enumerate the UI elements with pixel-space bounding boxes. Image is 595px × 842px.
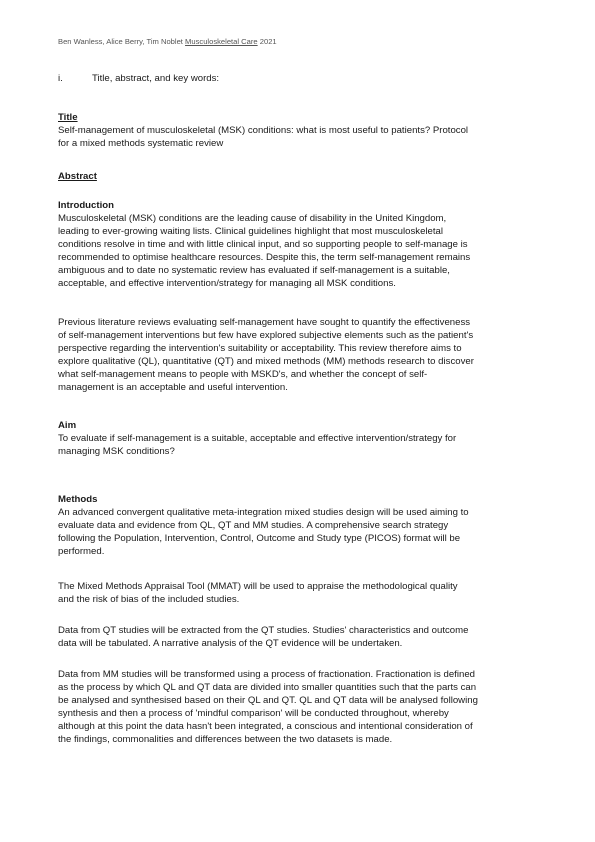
paragraph-line: acceptable, and effective intervention/strategy for managing all MSK conditions. (58, 278, 396, 289)
paragraph-line: performed. (58, 546, 105, 557)
paragraph-line: explore qualitative (QL), quantitative (QT) and mixed methods (MM) methods research to discover (58, 356, 474, 367)
paragraph-line: managing MSK conditions? (58, 446, 175, 457)
paragraph-line: as the process by which QL and QT data are divided into smaller quantities such that the parts can (58, 682, 477, 693)
section-title: Title, abstract, and key words: (92, 73, 220, 84)
paragraph-line: management is an acceptable and useful intervention. (58, 382, 288, 393)
paragraph-line: To evaluate if self-management is a suitable, acceptable and effective intervention/strategy for (58, 433, 457, 444)
paragraph-line: Data from QT studies will be extracted from the QT studies. Studies' characteristics and outcome (58, 625, 469, 636)
paragraph-line: of self-management interventions but few have explored subjective elements such as the patient's (58, 330, 474, 341)
aim-section (58, 419, 538, 458)
paragraph-line: following the Population, Intervention, Control, Outcome and Study type (PICOS) format will be (58, 533, 461, 544)
title-heading: Title (58, 112, 78, 123)
paragraph-line: Previous literature reviews evaluating self-management have sought to quantify the effectiveness (58, 317, 471, 328)
section-number: i. (58, 73, 63, 84)
paragraph-line: An advanced convergent qualitative meta-integration mixed studies design will be used aiming to (58, 507, 469, 518)
paragraph-line: the findings, commonalities and differences between the two datasets is made. (58, 734, 393, 745)
paragraph-line: perspective regarding the intervention's suitability or acceptability. This review therefore aims to (58, 343, 462, 354)
section-heading-i (58, 73, 219, 84)
paragraph-line: Musculoskeletal (MSK) conditions are the leading cause of disability in the United Kingdom, (58, 213, 447, 224)
title-line: for a mixed methods systematic review (58, 138, 224, 149)
methods-paragraph-4 (58, 668, 538, 746)
paragraph-line: leading to ever-growing waiting lists. Clinical guidelines highlight that most musculoskeletal (58, 226, 444, 237)
paragraph-line: what self-management means to people with MSKD's, and whether the concept of self- (58, 369, 428, 380)
methods-paragraph-2 (58, 580, 538, 606)
methods-heading: Methods (58, 494, 98, 505)
paragraph-line: recommended to optimise healthcare resources. Despite this, the term self-management remains (58, 252, 471, 263)
running-header (58, 37, 277, 46)
header-authors: Ben Wanless, Alice Berry, Tim Noblet (58, 37, 183, 46)
methods-section (58, 493, 538, 558)
paragraph-line: data will be tabulated. A narrative analysis of the QT evidence will be undertaken. (58, 638, 403, 649)
paragraph-line: conditions resolve in time and with little clinical input, and so supporting people to self-manage is (58, 239, 468, 250)
paragraph-line: ambiguous and to date no systematic review has evaluated if self-management is a suitable, (58, 265, 450, 276)
paragraph-line: evaluate data and evidence from QL, QT and MM studies. A comprehensive search strategy (58, 520, 449, 531)
introduction-section (58, 199, 538, 290)
paragraph-line: Data from MM studies will be transformed using a process of fractionation. Fractionation is defined (58, 669, 475, 680)
header-journal[interactable]: Musculoskeletal Care (185, 37, 258, 46)
paragraph-line: be analysed and synthesised based on their QL and QT. QL and QT data will be analysed following (58, 695, 478, 706)
introduction-heading: Introduction (58, 200, 114, 211)
introduction-paragraph-2 (58, 316, 538, 394)
abstract-heading: Abstract (58, 171, 97, 182)
paragraph-line: synthesis and then a process of 'mindful comparison' will be conducted throughout, whereby (58, 708, 449, 719)
title-line: Self-management of musculoskeletal (MSK) conditions: what is most useful to patients? Protocol (58, 125, 469, 136)
paragraph-line: and the risk of bias of the included studies. (58, 594, 240, 605)
paragraph-line: although at this point the data hasn't been integrated, a conscious and intentional consideration of (58, 721, 473, 732)
paragraph-line: The Mixed Methods Appraisal Tool (MMAT) will be used to appraise the methodological quality (58, 581, 458, 592)
header-year: 2021 (259, 37, 277, 46)
methods-paragraph-3 (58, 624, 538, 650)
aim-heading: Aim (58, 420, 77, 431)
title-section (58, 111, 538, 150)
abstract-heading-block (58, 170, 538, 183)
